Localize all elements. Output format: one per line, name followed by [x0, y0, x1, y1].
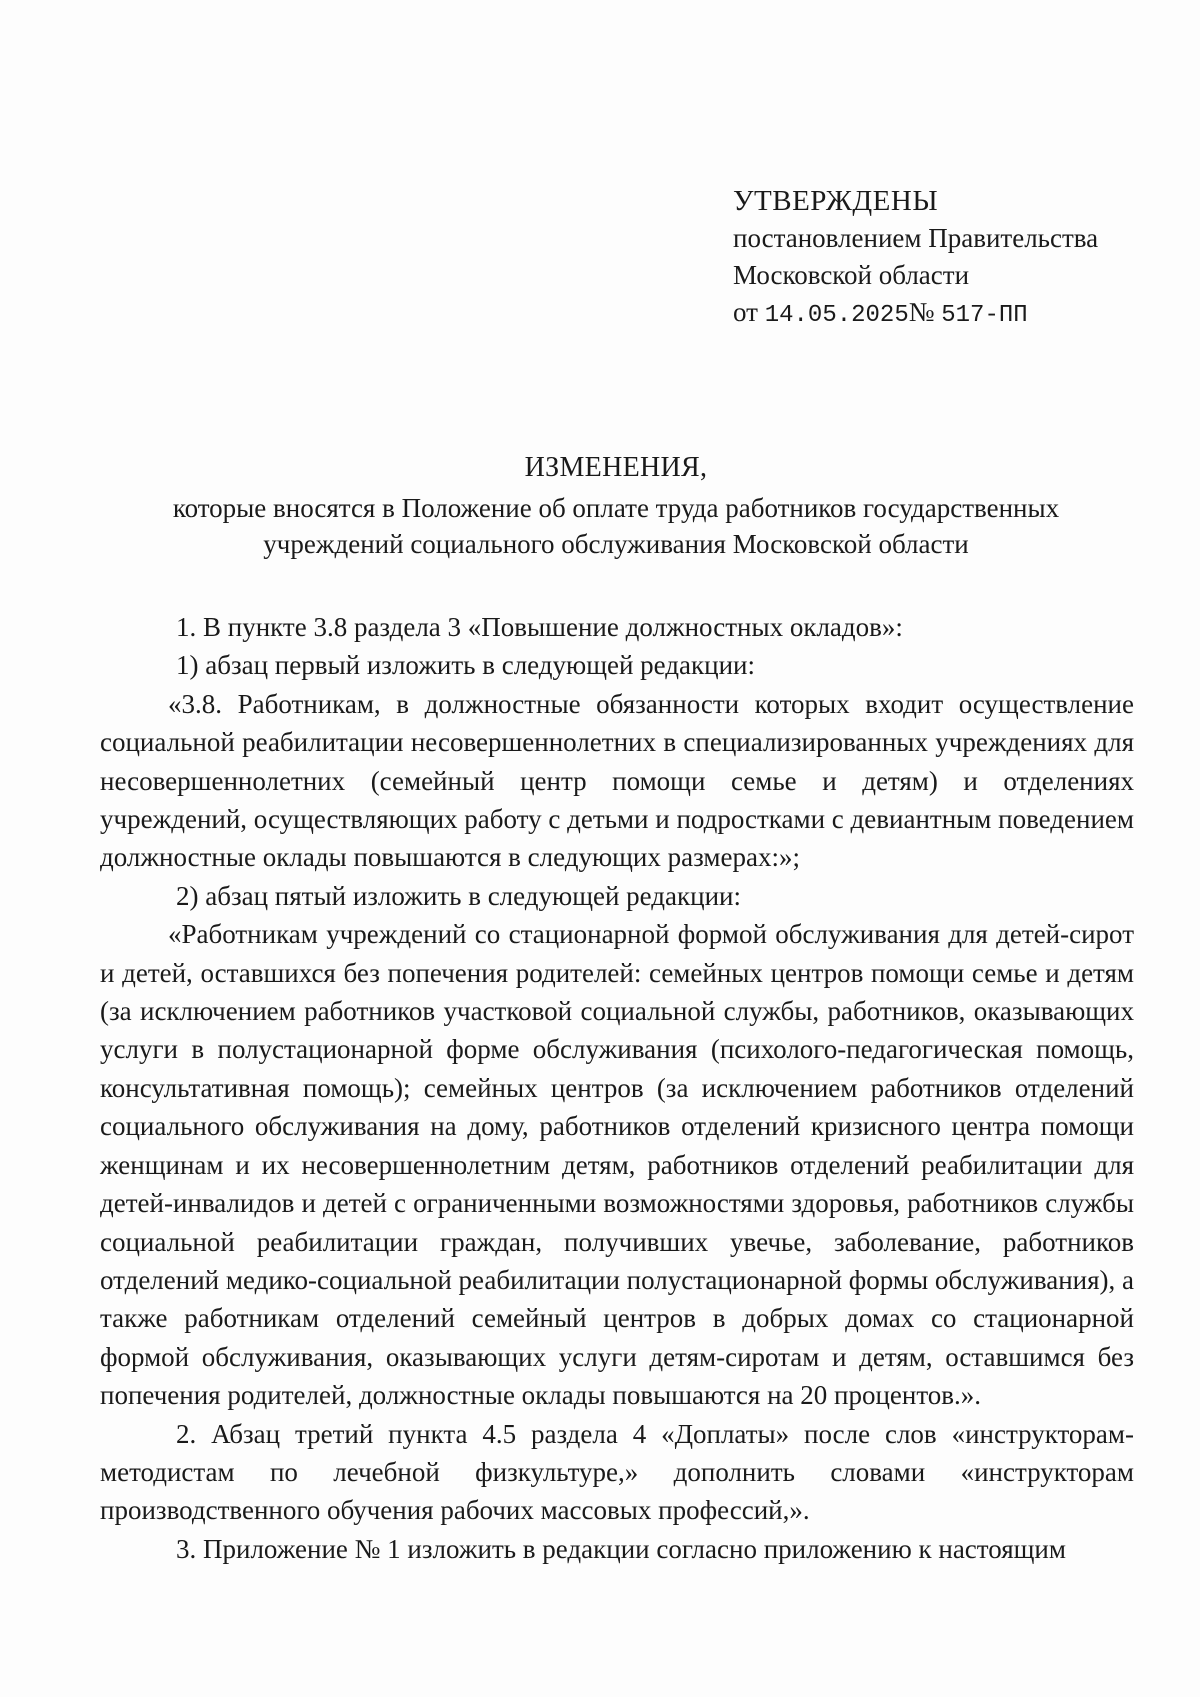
document-subtitle-line-2: учреждений социального обслуживания Московской области [263, 529, 969, 559]
approval-number: 517-ПП [941, 302, 1028, 329]
paragraph-item-2: 2. Абзац третий пункта 4.5 раздела 4 «Доплаты» после слов «инструкторам-методистам по лечебной физкультуре,» дополнить словами «инструкторам производственного обучения рабочих массовых профессий,». [100, 1418, 1134, 1526]
approval-number-sign: № [908, 297, 935, 327]
document-title-block [100, 450, 1132, 562]
approval-line-1: постановлением Правительства [733, 223, 1099, 253]
approval-date: 14.05.2025 [764, 302, 909, 329]
approval-date-line [733, 294, 1098, 334]
approval-line-2: Московской области [733, 260, 970, 290]
paragraph-subitem-2: 2) абзац пятый изложить в следующей редакции: [176, 880, 741, 911]
approval-date-prefix: от [733, 297, 758, 327]
paragraph-subitem-1: 1) абзац первый изложить в следующей редакции: [176, 650, 755, 681]
document-body [100, 608, 1134, 1568]
paragraph-item-1: 1. В пункте 3.8 раздела 3 «Повышение должностных окладов»: [176, 612, 903, 642]
paragraph-item-3: 3. Приложение № 1 изложить в редакции согласно приложению к настоящим [176, 1533, 1066, 1564]
approval-stamp [733, 183, 1098, 334]
paragraph-quote-3-8: «3.8. Работникам, в должностные обязанности которых входит осуществление социальной реабилитации несовершеннолетних в специализированных учреждениях для несовершеннолетних (семейный центр помощи семье и детям) и отделениях учреждений, осуществляющих работу с детьми и подростками с девиантным поведением должностные оклады повышаются в следующих размерах:»; [100, 688, 1134, 873]
approval-heading: УТВЕРЖДЕНЫ [733, 185, 939, 217]
document-subtitle-line-1: которые вносятся в Положение об оплате труда работников государственных [172, 493, 1060, 523]
paragraph-quote-workers: «Работникам учреждений со стационарной формой обслуживания для детей-сирот и детей, оставшихся без попечения родителей: семейных центров помощи семье и детям (за исключением работников участковой социальной службы, работников, оказывающих услуги в полустационарной форме обслуживания (психолого-педагогическая помощь, консультативная помощь); семейных центров (за исключением работников отделений социального обслуживания на дому, работников отделений кризисного центра помощи женщинам и их несовершеннолетним детям, работников отделений реабилитации для детей-инвалидов и детей с ограниченными возможностями здоровья, работников службы социальной реабилитации граждан, получивших увечье, заболевание, работников отделений медико-социальной реабилитации полустационарной формы обслуживания), а также работникам отделений семейный центров в добрых домах со стационарной формой обслуживания, оказывающих услуги детям-сиротам и детям, оставшимся без попечения родителей, должностные оклады повышаются на 20 процентов.». [100, 919, 1134, 1411]
document-title: ИЗМЕНЕНИЯ, [524, 452, 708, 483]
